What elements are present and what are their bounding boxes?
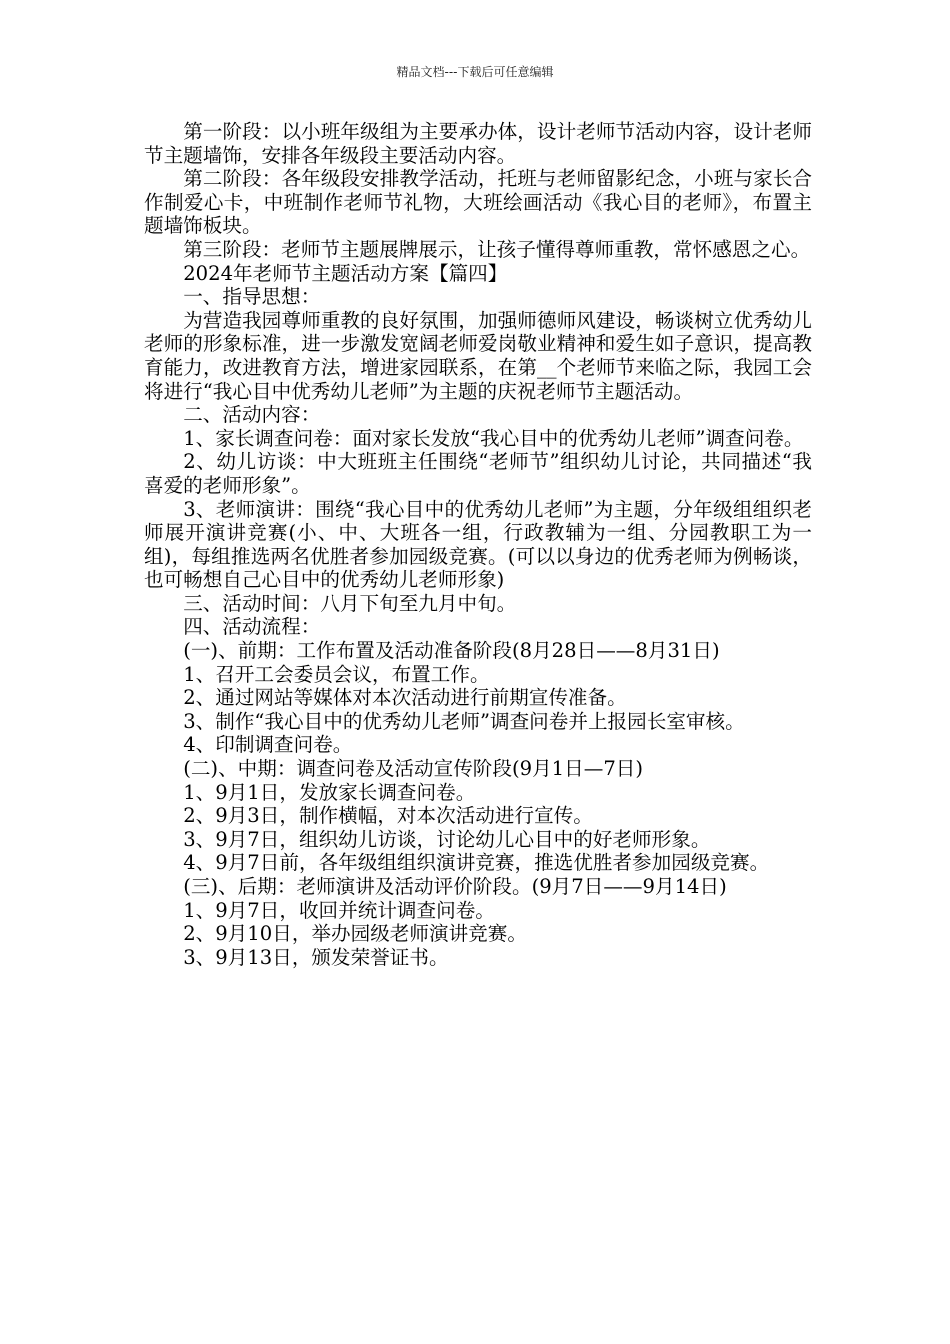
section-title: 2024年老师节主题活动方案【篇四】	[183, 261, 508, 285]
subsection-heading: (三)、后期：老师演讲及活动评价阶段。(9月7日——9月14日)	[183, 875, 727, 898]
paragraph: 第三阶段：老师节主题展牌展示，让孩子懂得尊师重教，常怀感恩之心。	[183, 237, 811, 261]
list-item: 3、老师演讲：围绕“我心目中的优秀幼儿老师”为主题，分年级组组织老师展开演讲竞赛(小、中、大班各一组，行政教辅为一组、分园教职工为一组)，每组推选两名优胜者参加园级竞赛。(可以以身边的优秀老师为例畅谈，也可畅想自己心目中的优秀幼儿老师形象)	[144, 497, 812, 592]
list-item: 2、通过网站等媒体对本次活动进行前期宣传准备。	[183, 686, 627, 710]
subsection-heading: (二)、中期：调查问卷及活动宣传阶段(9月1日—7日)	[183, 757, 644, 781]
section-heading: 四、活动流程：	[183, 615, 321, 639]
list-item: 2、9月10日，举办园级老师演讲竞赛。	[183, 922, 527, 946]
section-heading: 一、指导思想：	[183, 285, 321, 309]
list-item: 1、9月7日，收回并统计调查问卷。	[183, 898, 495, 922]
page-header: 精品文档---下载后可任意编辑	[396, 65, 554, 79]
list-item: 2、幼儿访谈：中大班班主任围绕“老师节”组织幼儿讨论，共同描述“我喜爱的老师形象”。	[144, 450, 812, 497]
paragraph: 第二阶段：各年级段安排教学活动，托班与老师留影纪念，小班与家长合作制爱心卡，中班制作老师节礼物，大班绘画活动《我心目的老师》，布置主题墙饰板块。	[144, 167, 812, 238]
list-item: 4、9月7日前，各年级组组织演讲竞赛，推选优胜者参加园级竞赛。	[183, 851, 770, 875]
document-body	[144, 120, 812, 969]
paragraph: 第一阶段：以小班年级组为主要承办体，设计老师节活动内容，设计老师节主题墙饰，安排各年级段主要活动内容。	[144, 120, 812, 167]
list-item: 4、印制调查问卷。	[183, 733, 353, 757]
list-item: 3、9月7日，组织幼儿访谈，讨论幼儿心目中的好老师形象。	[183, 827, 711, 851]
list-item: 1、9月1日，发放家长调查问卷。	[183, 780, 476, 804]
list-item: 3、制作“我心目中的优秀幼儿老师”调查问卷并上报园长室审核。	[183, 709, 745, 733]
list-item: 3、9月13日，颁发荣誉证书。	[183, 945, 449, 969]
list-item: 1、家长调查问卷：面对家长发放“我心目中的优秀幼儿老师”调查问卷。	[183, 426, 804, 450]
paragraph: 为营造我园尊师重教的良好氛围，加强师德师风建设，畅谈树立优秀幼儿老师的形象标准，进一步激发宽阔老师爱岗敬业精神和爱生如子意识，提高教育能力，改进教育方法，增进家园联系，在第__个老师节来临之际，我园工会将进行“我心目中优秀幼儿老师”为主题的庆祝老师节主题活动。	[144, 308, 812, 403]
list-item: 1、召开工会委员会议，布置工作。	[183, 662, 490, 686]
subsection-heading: (一)、前期：工作布置及活动准备阶段(8月28日——8月31日)	[183, 639, 720, 663]
section-heading: 二、活动内容：	[183, 403, 321, 427]
section-heading: 三、活动时间：八月下旬至九月中旬。	[183, 591, 517, 615]
list-item: 2、9月3日，制作横幅，对本次活动进行宣传。	[183, 804, 593, 828]
